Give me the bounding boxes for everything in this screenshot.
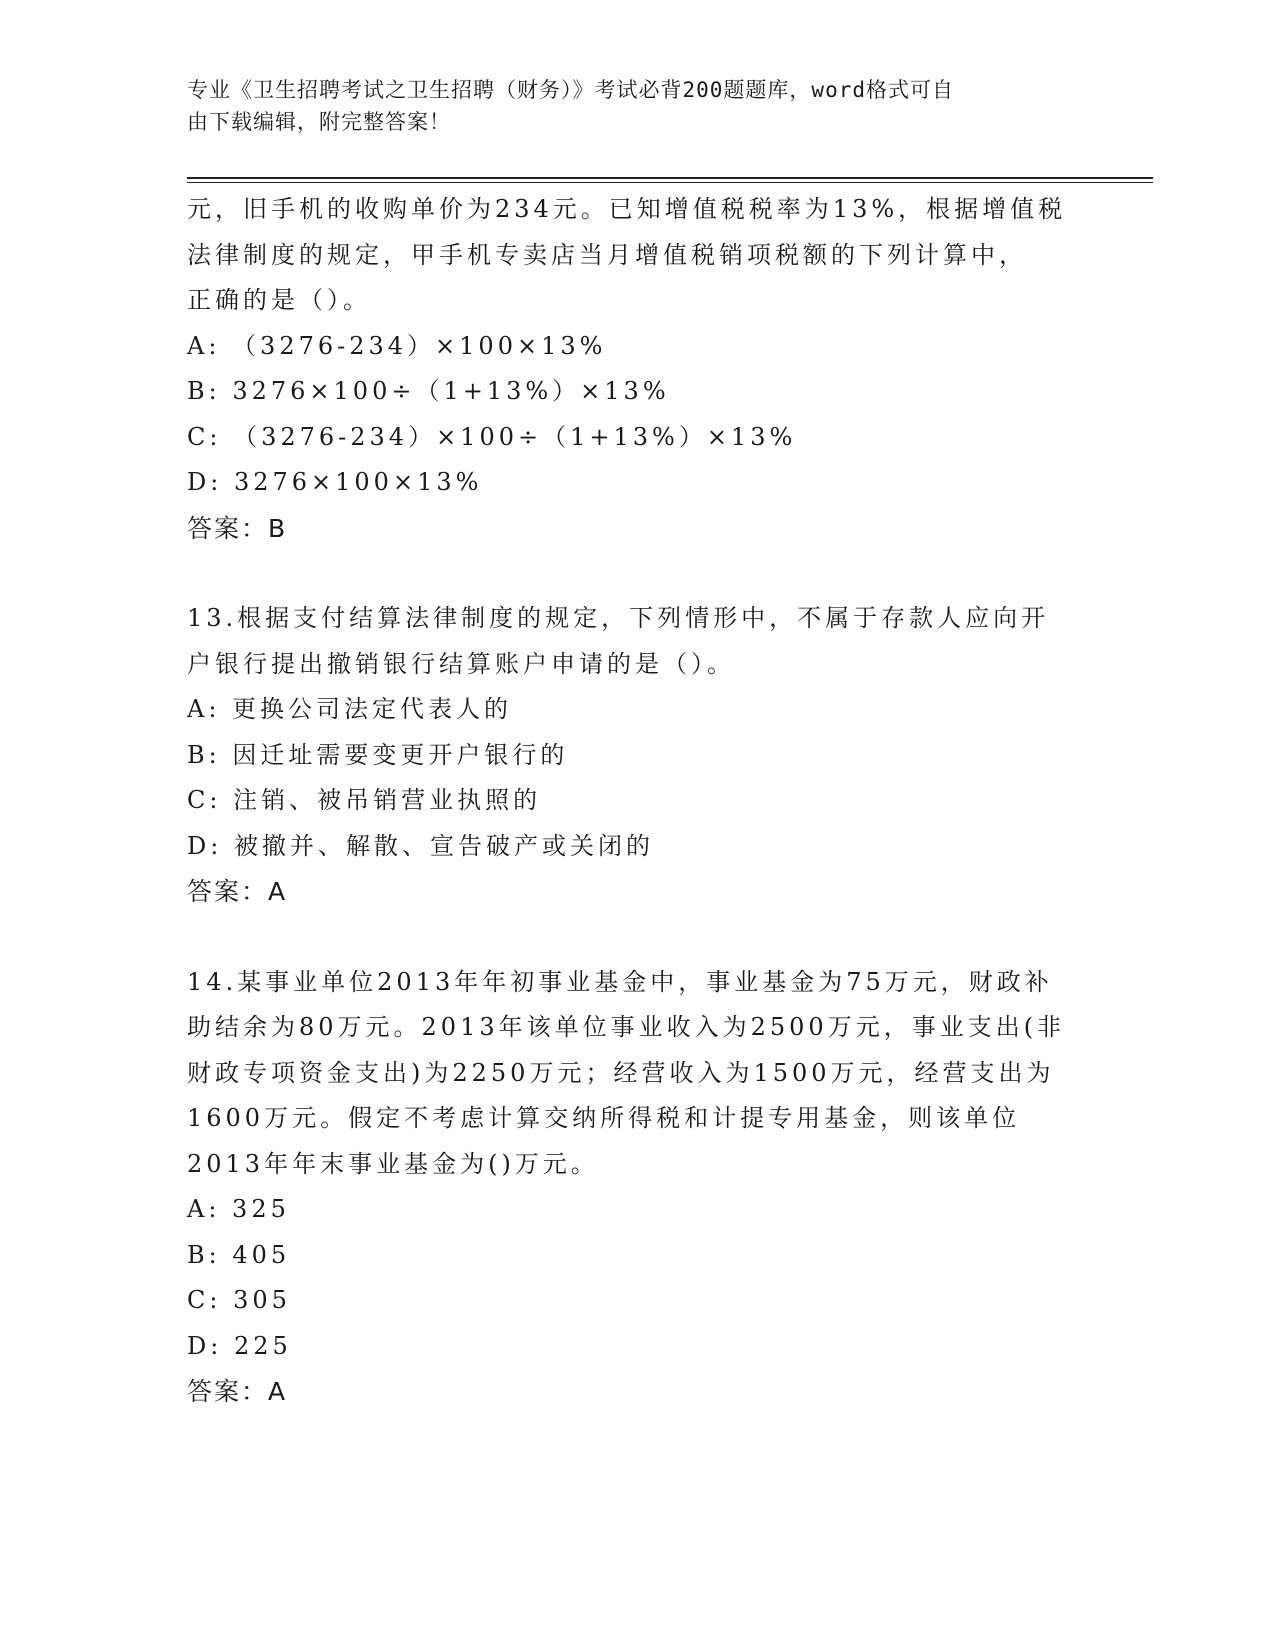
question-text-line: 法律制度的规定，甲手机专卖店当月增值税销项税额的下列计算中，: [187, 240, 1027, 269]
question-spacer: [187, 915, 1087, 960]
option-a: A: 更换公司法定代表人的: [187, 695, 513, 723]
document-body: [187, 187, 1087, 1415]
header-divider-thick: [187, 177, 1153, 179]
question-text-line: 户银行提出撤销银行结算账户申请的是（）。: [187, 649, 735, 678]
option-b: B: 3276×100÷（1+13%）×13%: [187, 377, 670, 405]
question-text-line: 正确的是（）。: [187, 286, 371, 314]
option-a: A: 325: [187, 1195, 290, 1223]
question-text-line: 财政专项资金支出)为2250万元；经营收入为1500万元，经营支出为: [187, 1058, 1055, 1087]
question-14: [187, 960, 1087, 1415]
answer-line: 答案：A: [187, 877, 288, 906]
answer-line: 答案：A: [187, 1377, 288, 1406]
option-a: A: （3276-234）×100×13%: [187, 331, 607, 360]
question-text-line: 助结余为80万元。2013年该单位事业收入为2500万元，事业支出(非: [187, 1013, 1066, 1041]
question-text-line: 1600万元。假定不考虑计算交纳所得税和计提专用基金，则该单位: [187, 1104, 1021, 1132]
option-b: B: 因迁址需要变更开户银行的: [187, 740, 569, 769]
document-header: [187, 74, 1067, 138]
answer-line: 答案：B: [187, 513, 288, 543]
header-line-1: 专业《卫生招聘考试之卫生招聘（财务）》考试必背200题题库，word格式可自: [187, 78, 954, 102]
header-line-2: 由下载编辑，附完整答案！: [187, 110, 451, 134]
question-text-line: 14.某事业单位2013年年初事业基金中，事业基金为75万元，财政补: [187, 967, 1053, 996]
question-13: [187, 596, 1087, 915]
option-c: C: （3276-234）×100÷（1+13%）×13%: [187, 422, 797, 451]
question-text-line: 13.根据支付结算法律制度的规定，下列情形中，不属于存款人应向开: [187, 604, 1050, 632]
question-text-line: 2013年年末事业基金为()万元。: [187, 1149, 599, 1178]
question-text-line: 元，旧手机的收购单价为234元。已知增值税税率为13%，根据增值税: [187, 195, 1067, 223]
option-b: B: 405: [187, 1240, 291, 1269]
header-divider-thin: [187, 182, 1153, 183]
option-c: C: 305: [187, 1286, 291, 1314]
question-spacer: [187, 551, 1087, 596]
option-d: D: 被撤并、解散、宣告破产或关闭的: [187, 831, 654, 860]
option-d: D: 3276×100×13%: [187, 468, 483, 496]
option-d: D: 225: [187, 1331, 292, 1360]
option-c: C: 注销、被吊销营业执照的: [187, 786, 542, 814]
question-12: [187, 187, 1087, 551]
